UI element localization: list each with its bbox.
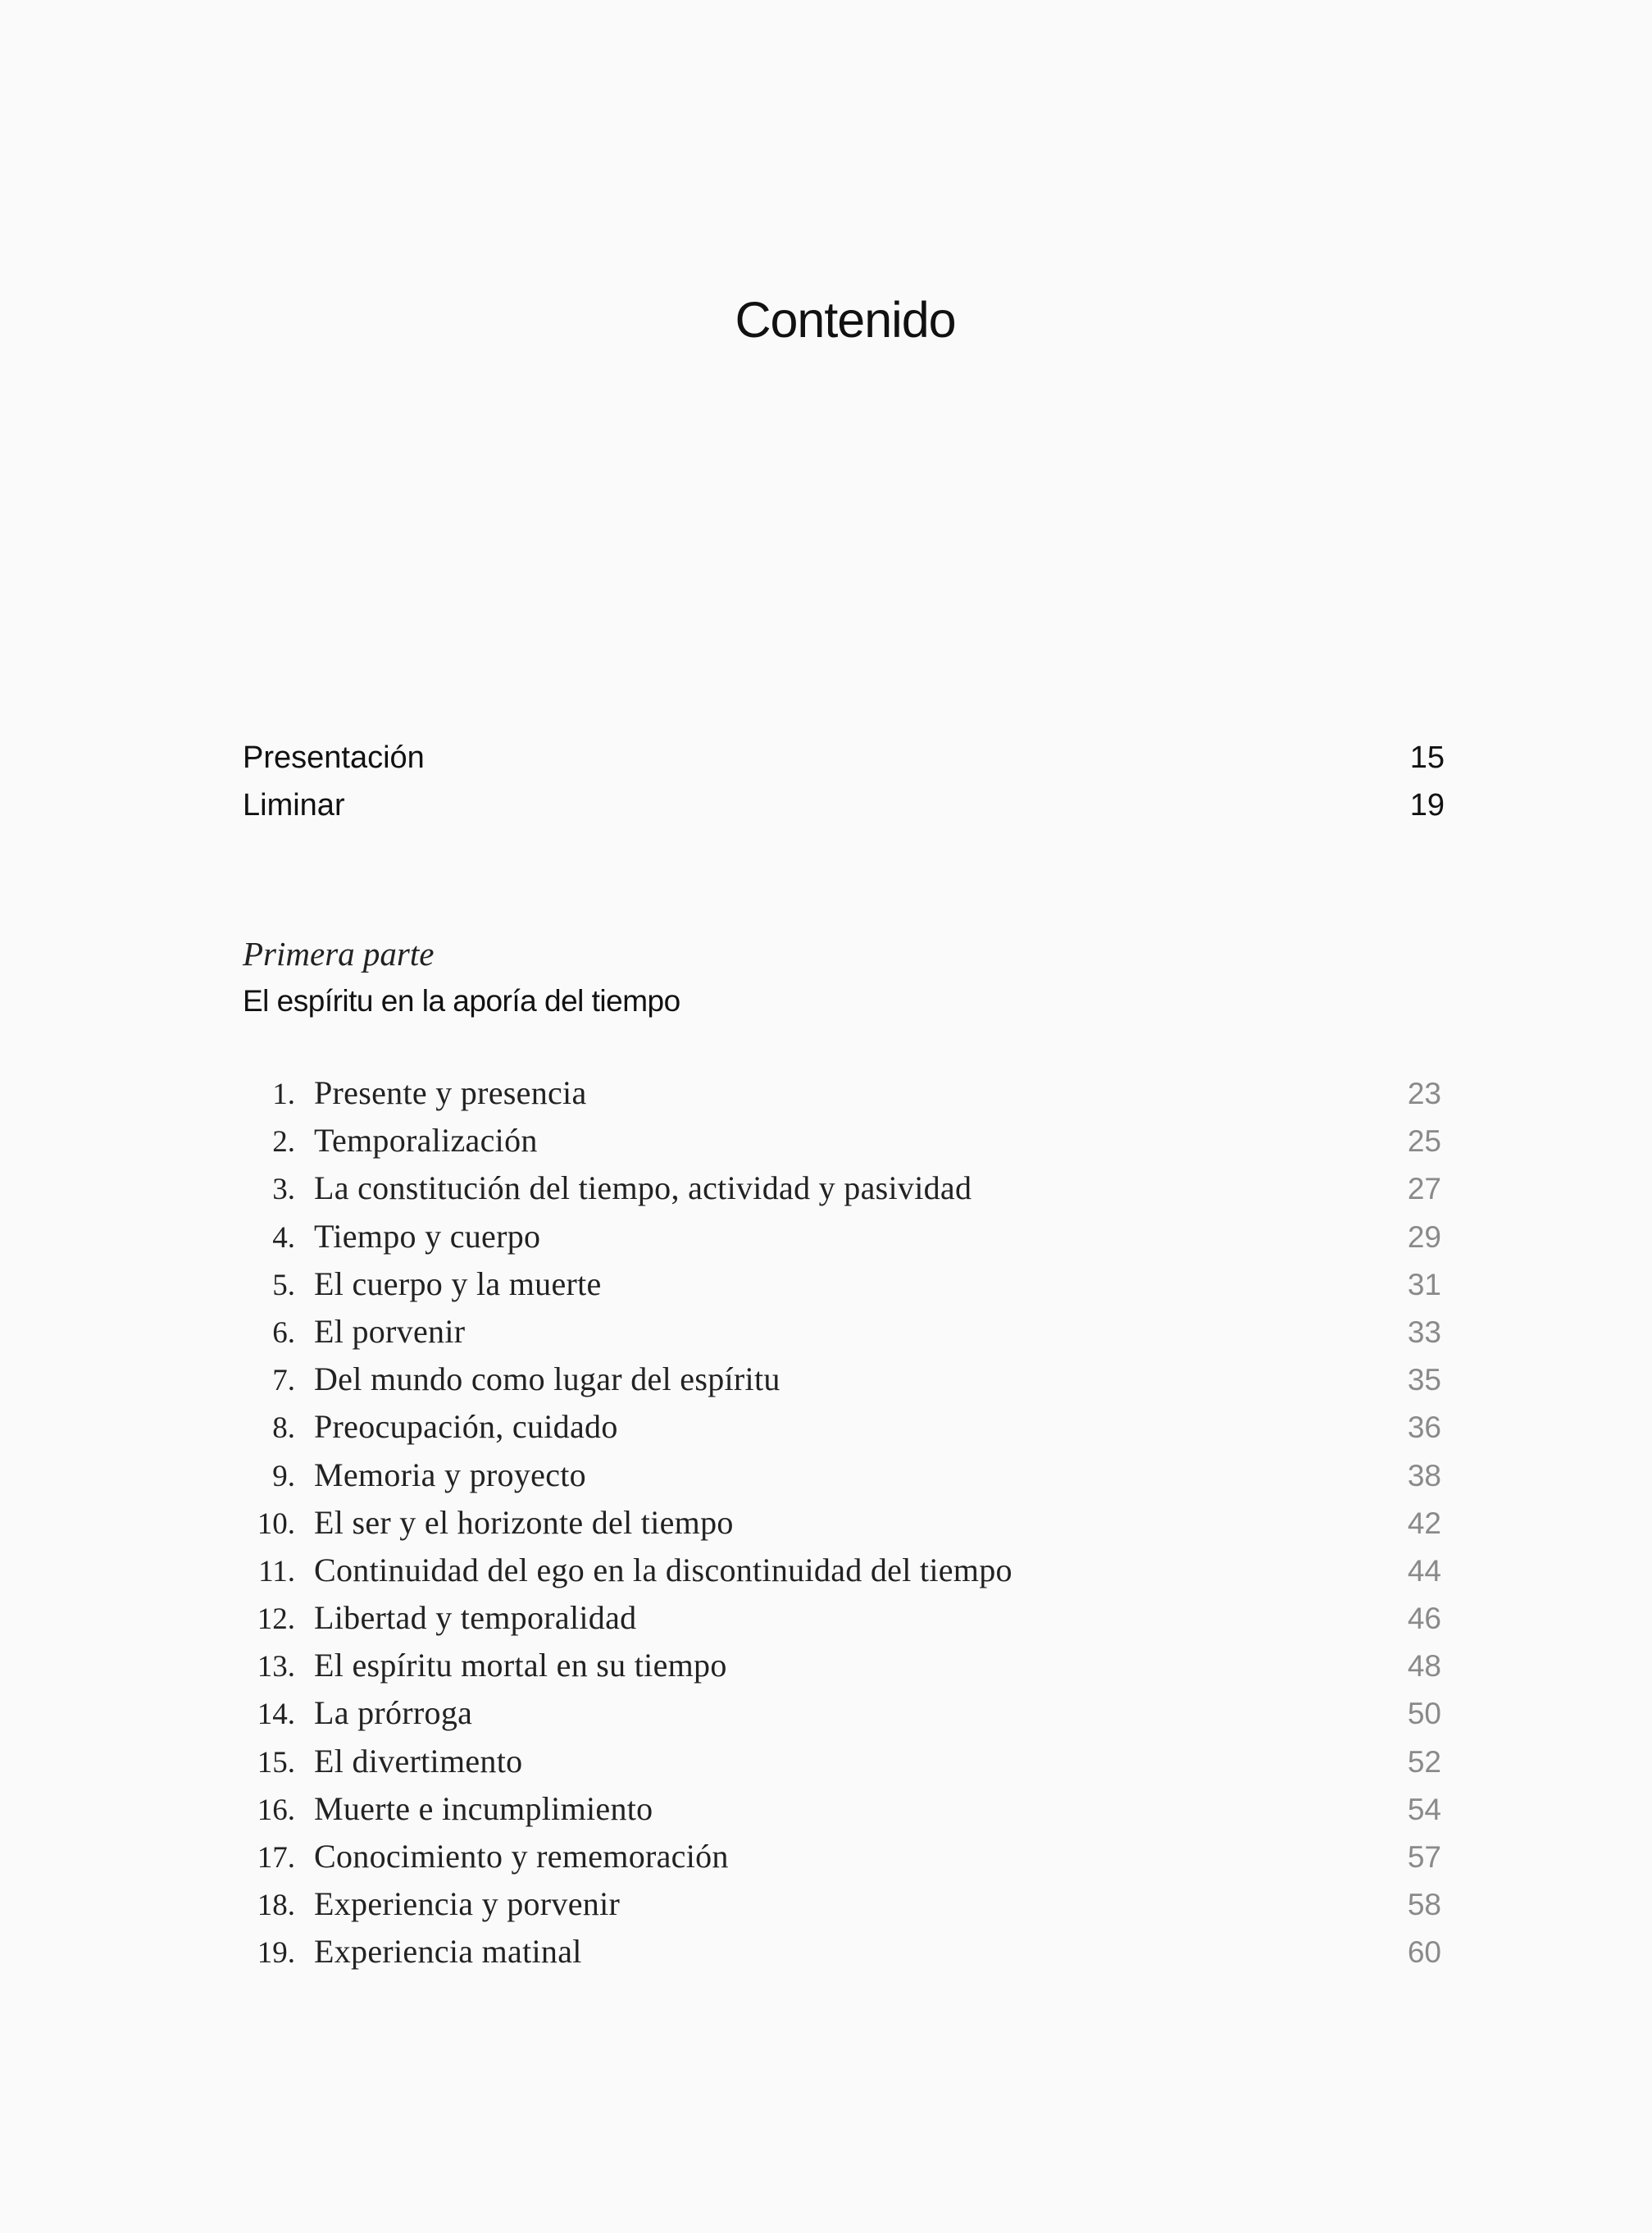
chapter-title: El ser y el horizonte del tiempo xyxy=(314,1503,734,1541)
chapter-page: 48 xyxy=(1407,1649,1441,1684)
chapter-number: 7. xyxy=(272,1364,295,1398)
chapter-item[interactable] xyxy=(243,1360,1441,1407)
chapter-item[interactable] xyxy=(243,1456,1441,1503)
chapter-page: 31 xyxy=(1407,1267,1441,1301)
chapter-page: 58 xyxy=(1407,1888,1441,1922)
chapter-page: 35 xyxy=(1407,1363,1441,1397)
part-heading xyxy=(243,930,1445,1025)
chapter-number: 18. xyxy=(257,1889,295,1923)
chapter-number: 9. xyxy=(272,1459,295,1493)
chapter-page: 44 xyxy=(1407,1553,1441,1588)
chapter-page: 38 xyxy=(1407,1458,1441,1492)
chapter-number: 15. xyxy=(257,1745,295,1780)
front-matter-page: 15 xyxy=(1409,741,1445,775)
front-matter-list xyxy=(243,741,1445,836)
chapter-item[interactable] xyxy=(243,1884,1441,1932)
chapter-item[interactable] xyxy=(243,1598,1441,1646)
chapter-title: Continuidad del ego en la discontinuidad del tiempo xyxy=(314,1551,1013,1588)
chapter-number: 12. xyxy=(257,1602,295,1637)
chapter-number: 5. xyxy=(272,1268,295,1302)
chapter-title: La prórroga xyxy=(314,1694,473,1732)
chapter-page: 25 xyxy=(1407,1124,1441,1159)
front-matter-label: Liminar xyxy=(243,788,345,823)
chapter-title: Preocupación, cuidado xyxy=(314,1408,618,1446)
chapter-item[interactable] xyxy=(243,1646,1441,1693)
chapter-number: 16. xyxy=(257,1793,295,1827)
chapter-item[interactable] xyxy=(243,1693,1441,1741)
chapter-number: 4. xyxy=(272,1220,295,1255)
page-title: Contenido xyxy=(735,292,956,348)
front-matter-page: 19 xyxy=(1409,788,1445,823)
chapter-title: Del mundo como lugar del espíritu xyxy=(314,1360,780,1398)
chapter-item[interactable] xyxy=(243,1312,1441,1360)
chapter-item[interactable] xyxy=(243,1169,1441,1216)
front-matter-item[interactable] xyxy=(243,788,1445,836)
chapter-page: 27 xyxy=(1407,1172,1441,1206)
chapter-item[interactable] xyxy=(243,1789,1441,1837)
chapter-number: 2. xyxy=(272,1125,295,1160)
chapter-number: 14. xyxy=(257,1698,295,1732)
chapter-number: 6. xyxy=(272,1315,295,1350)
chapter-title: El divertimento xyxy=(314,1742,523,1780)
chapter-number: 10. xyxy=(257,1506,295,1541)
chapter-number: 13. xyxy=(257,1650,295,1684)
part-label: Primera parte xyxy=(243,935,435,973)
chapter-page: 54 xyxy=(1407,1792,1441,1826)
chapter-title: Muerte e incumplimiento xyxy=(314,1789,653,1827)
part-title: El espíritu en la aporía del tiempo xyxy=(243,984,680,1018)
chapter-item[interactable] xyxy=(243,1742,1441,1789)
chapter-page: 36 xyxy=(1407,1410,1441,1445)
chapter-title: Experiencia y porvenir xyxy=(314,1885,621,1923)
chapter-item[interactable] xyxy=(243,1932,1441,1980)
chapter-number: 19. xyxy=(257,1936,295,1971)
chapter-title: El espíritu mortal en su tiempo xyxy=(314,1647,727,1684)
chapter-number: 8. xyxy=(272,1411,295,1446)
chapter-item[interactable] xyxy=(243,1837,1441,1884)
chapter-item[interactable] xyxy=(243,1265,1441,1312)
chapter-number: 1. xyxy=(272,1078,295,1111)
front-matter-item[interactable] xyxy=(243,741,1445,788)
chapter-number: 17. xyxy=(257,1841,295,1875)
chapter-title: Temporalización xyxy=(314,1122,538,1160)
chapter-page: 57 xyxy=(1407,1840,1441,1874)
chapter-page: 23 xyxy=(1407,1077,1441,1110)
chapter-number: 11. xyxy=(258,1554,295,1588)
chapter-page: 42 xyxy=(1407,1506,1441,1540)
chapter-title: El cuerpo y la muerte xyxy=(314,1265,602,1302)
chapter-title: Libertad y temporalidad xyxy=(314,1599,637,1637)
chapter-item[interactable] xyxy=(243,1121,1441,1169)
chapter-page: 52 xyxy=(1407,1744,1441,1779)
chapter-title: Tiempo y cuerpo xyxy=(314,1217,541,1255)
chapter-title: Experiencia matinal xyxy=(314,1933,582,1971)
chapter-item[interactable] xyxy=(243,1407,1441,1455)
front-matter-label: Presentación xyxy=(243,741,425,775)
chapter-title: Memoria y proyecto xyxy=(314,1456,586,1493)
chapter-title: El porvenir xyxy=(314,1312,466,1350)
chapter-item[interactable] xyxy=(243,1503,1441,1551)
chapter-page: 60 xyxy=(1407,1935,1441,1970)
chapter-item[interactable] xyxy=(243,1551,1441,1598)
chapter-page: 29 xyxy=(1407,1219,1441,1254)
chapter-item[interactable] xyxy=(243,1217,1441,1265)
chapter-page: 46 xyxy=(1407,1602,1441,1636)
chapter-title: Presente y presencia xyxy=(314,1074,587,1111)
chapter-number: 3. xyxy=(272,1173,295,1207)
chapter-page: 50 xyxy=(1407,1697,1441,1731)
chapter-list xyxy=(243,1073,1441,1980)
chapter-item[interactable] xyxy=(243,1073,1441,1121)
chapter-page: 33 xyxy=(1407,1315,1441,1349)
chapter-title: La constitución del tiempo, actividad y pasividad xyxy=(314,1169,972,1207)
chapter-title: Conocimiento y rememoración xyxy=(314,1838,729,1875)
